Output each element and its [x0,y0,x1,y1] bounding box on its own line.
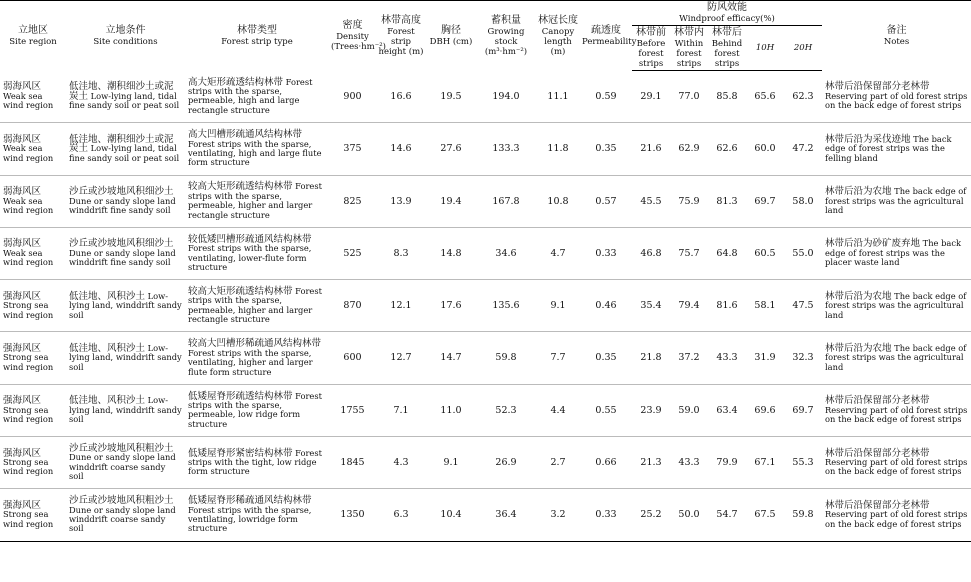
cell-dbh: 19.4 [426,175,476,227]
cell-growing-stock: 59.8 [476,332,536,384]
cell-dbh: 11.0 [426,384,476,436]
cell-growing-stock: 135.6 [476,280,536,332]
header-10h: 10H [746,26,784,71]
cell-10h: 60.0 [746,123,784,175]
cell-density: 375 [329,123,376,175]
cell-within: 50.0 [670,489,708,541]
cell-canopy-length: 4.4 [536,384,580,436]
cell-20h: 58.0 [784,175,822,227]
header-growing-stock: 蓄积量 Growing stock (m³·hm⁻²) [476,1,536,71]
cell-site-region: 强海风区 Strong sea wind region [0,384,66,436]
cell-forest-type: 较高大矩形疏透结构林带 Forest strips with the sparse, permeable, higher and larger rectangle structure [185,175,329,227]
header-behind: 林带后 Behind forest strips [708,26,746,71]
cell-height: 16.6 [376,71,426,123]
cell-growing-stock: 133.3 [476,123,536,175]
cell-behind: 62.6 [708,123,746,175]
cell-behind: 64.8 [708,227,746,279]
cell-notes: 林带后沿保留部分老林带 Reserving part of old forest strips on the back edge of forest strips [822,437,971,489]
cell-site-conditions: 低洼地、风积沙土 Low-lying land, winddrift sandy soil [66,332,185,384]
cell-notes: 林带后沿为采伐迹地 The back edge of forest strips was the felling bland [822,123,971,175]
table-row [0,437,971,489]
cell-site-conditions: 低洼地、潮积细沙土或泥炭土 Low-lying land, tidal fine sandy soil or peat soil [66,123,185,175]
cell-growing-stock: 167.8 [476,175,536,227]
cell-10h: 58.1 [746,280,784,332]
cell-within: 43.3 [670,437,708,489]
cell-forest-type: 低矮屋脊形稀疏通风结构林带 Forest strips with the sparse, ventilating, lowridge form structure [185,489,329,541]
cell-20h: 47.5 [784,280,822,332]
cell-before: 35.4 [632,280,670,332]
cell-site-conditions: 低洼地、风积沙土 Low-lying land, winddrift sandy soil [66,384,185,436]
cell-forest-type: 高大凹槽形疏通风结构林带 Forest strips with the sparse, ventilating, high and large flute form structure [185,123,329,175]
cell-permeability: 0.35 [580,123,632,175]
cell-site-conditions: 沙丘或沙坡地风积粗沙土 Dune or sandy slope land winddrift coarse sandy soil [66,489,185,541]
header-density: 密度 Density (Trees·hm⁻²) [329,1,376,71]
cell-site-region: 弱海风区 Weak sea wind region [0,227,66,279]
cell-permeability: 0.66 [580,437,632,489]
cell-behind: 85.8 [708,71,746,123]
cell-permeability: 0.57 [580,175,632,227]
cell-before: 21.8 [632,332,670,384]
cell-10h: 67.5 [746,489,784,541]
cell-height: 12.7 [376,332,426,384]
cell-density: 1845 [329,437,376,489]
cell-20h: 55.3 [784,437,822,489]
cell-height: 14.6 [376,123,426,175]
cell-canopy-length: 3.2 [536,489,580,541]
cell-permeability: 0.55 [580,384,632,436]
table-row [0,71,971,123]
cell-10h: 69.7 [746,175,784,227]
cell-permeability: 0.33 [580,227,632,279]
cell-site-conditions: 沙丘或沙坡地风积细沙土 Dune or sandy slope land winddrift fine sandy soil [66,227,185,279]
cell-within: 75.7 [670,227,708,279]
cell-forest-type: 高大矩形疏透结构林带 Forest strips with the sparse, permeable, high and large rectangle structure [185,71,329,123]
table-row [0,123,971,175]
cell-canopy-length: 2.7 [536,437,580,489]
header-canopy-length: 林冠长度 Canopy length (m) [536,1,580,71]
cell-10h: 31.9 [746,332,784,384]
cell-before: 21.6 [632,123,670,175]
cell-before: 21.3 [632,437,670,489]
cell-density: 825 [329,175,376,227]
cell-dbh: 10.4 [426,489,476,541]
cell-density: 1755 [329,384,376,436]
cell-growing-stock: 34.6 [476,227,536,279]
cell-notes: 林带后沿为农地 The back edge of forest strips was the agricultural land [822,175,971,227]
cell-site-region: 强海风区 Strong sea wind region [0,332,66,384]
cell-within: 59.0 [670,384,708,436]
cell-within: 75.9 [670,175,708,227]
cell-canopy-length: 11.1 [536,71,580,123]
header-before: 林带前 Before forest strips [632,26,670,71]
header-site-region: 立地区 Site region [0,1,66,71]
cell-before: 25.2 [632,489,670,541]
cell-site-region: 弱海风区 Weak sea wind region [0,123,66,175]
cell-height: 4.3 [376,437,426,489]
cell-behind: 63.4 [708,384,746,436]
cell-behind: 81.3 [708,175,746,227]
cell-site-region: 弱海风区 Weak sea wind region [0,71,66,123]
cell-canopy-length: 4.7 [536,227,580,279]
cell-forest-type: 较高大凹槽形稀疏通风结构林带 Forest strips with the sparse, ventilating, higher and larger flute form structure [185,332,329,384]
cell-forest-type: 低矮屋脊形疏透结构林带 Forest strips with the sparse, permeable, low ridge form structure [185,384,329,436]
cell-notes: 林带后沿为砂矿废弃地 The back edge of forest strips was the placer waste land [822,227,971,279]
cell-canopy-length: 7.7 [536,332,580,384]
cell-canopy-length: 11.8 [536,123,580,175]
cell-behind: 43.3 [708,332,746,384]
cell-behind: 79.9 [708,437,746,489]
cell-before: 23.9 [632,384,670,436]
header-within: 林带内 Within forest strips [670,26,708,71]
cell-20h: 47.2 [784,123,822,175]
cell-site-region: 强海风区 Strong sea wind region [0,489,66,541]
cell-10h: 65.6 [746,71,784,123]
cell-site-conditions: 沙丘或沙坡地风积细沙土 Dune or sandy slope land winddrift fine sandy soil [66,175,185,227]
cell-canopy-length: 10.8 [536,175,580,227]
table-header [0,1,971,71]
table-row [0,175,971,227]
cell-height: 13.9 [376,175,426,227]
cell-site-region: 强海风区 Strong sea wind region [0,280,66,332]
cell-20h: 62.3 [784,71,822,123]
cell-permeability: 0.33 [580,489,632,541]
header-windproof-efficacy: 防风效能 Windproof efficacy(%) [632,1,822,26]
cell-dbh: 17.6 [426,280,476,332]
header-height: 林带高度 Forest strip height (m) [376,1,426,71]
table-row [0,384,971,436]
cell-site-conditions: 低洼地、风积沙土 Low-lying land, winddrift sandy soil [66,280,185,332]
cell-dbh: 14.7 [426,332,476,384]
cell-height: 8.3 [376,227,426,279]
cell-height: 6.3 [376,489,426,541]
header-20h: 20H [784,26,822,71]
cell-20h: 69.7 [784,384,822,436]
cell-height: 12.1 [376,280,426,332]
header-notes: 备注 Notes [822,1,971,71]
cell-forest-type: 较高大矩形疏透结构林带 Forest strips with the sparse, permeable, higher and larger rectangle structure [185,280,329,332]
cell-before: 46.8 [632,227,670,279]
cell-notes: 林带后沿保留部分老林带 Reserving part of old forest strips on the back edge of forest strips [822,71,971,123]
cell-growing-stock: 194.0 [476,71,536,123]
table-row [0,332,971,384]
cell-canopy-length: 9.1 [536,280,580,332]
cell-growing-stock: 52.3 [476,384,536,436]
cell-forest-type: 较低矮凹槽形疏通风结构林带 Forest strips with the sparse, ventilating, lower-flute form structure [185,227,329,279]
cell-growing-stock: 36.4 [476,489,536,541]
header-forest-type: 林带类型 Forest strip type [185,1,329,71]
cell-density: 525 [329,227,376,279]
header-dbh: 胸径 DBH (cm) [426,1,476,71]
cell-density: 1350 [329,489,376,541]
header-permeability: 疏透度 Permeability [580,1,632,71]
cell-permeability: 0.35 [580,332,632,384]
cell-behind: 81.6 [708,280,746,332]
cell-permeability: 0.59 [580,71,632,123]
cell-notes: 林带后沿保留部分老林带 Reserving part of old forest strips on the back edge of forest strips [822,384,971,436]
cell-notes: 林带后沿保留部分老林带 Reserving part of old forest strips on the back edge of forest strips [822,489,971,541]
cell-density: 600 [329,332,376,384]
cell-before: 45.5 [632,175,670,227]
cell-dbh: 27.6 [426,123,476,175]
cell-forest-type: 低矮屋脊形紧密结构林带 Forest strips with the tight, low ridge form structure [185,437,329,489]
cell-20h: 32.3 [784,332,822,384]
cell-10h: 69.6 [746,384,784,436]
cell-within: 62.9 [670,123,708,175]
header-site-conditions: 立地条件 Site conditions [66,1,185,71]
table-row [0,280,971,332]
cell-behind: 54.7 [708,489,746,541]
table-body [0,71,971,542]
cell-within: 37.2 [670,332,708,384]
cell-20h: 55.0 [784,227,822,279]
cell-density: 900 [329,71,376,123]
cell-before: 29.1 [632,71,670,123]
cell-dbh: 19.5 [426,71,476,123]
cell-10h: 60.5 [746,227,784,279]
cell-notes: 林带后沿为农地 The back edge of forest strips was the agricultural land [822,332,971,384]
cell-dbh: 14.8 [426,227,476,279]
cell-height: 7.1 [376,384,426,436]
cell-site-conditions: 沙丘或沙坡地风积粗沙土 Dune or sandy slope land winddrift coarse sandy soil [66,437,185,489]
cell-within: 79.4 [670,280,708,332]
cell-site-region: 强海风区 Strong sea wind region [0,437,66,489]
cell-site-conditions: 低洼地、潮积细沙土或泥炭土 Low-lying land, tidal fine sandy soil or peat soil [66,71,185,123]
table-row [0,489,971,541]
cell-notes: 林带后沿为农地 The back edge of forest strips was the agricultural land [822,280,971,332]
cell-10h: 67.1 [746,437,784,489]
cell-site-region: 弱海风区 Weak sea wind region [0,175,66,227]
cell-20h: 59.8 [784,489,822,541]
cell-dbh: 9.1 [426,437,476,489]
cell-within: 77.0 [670,71,708,123]
cell-density: 870 [329,280,376,332]
cell-growing-stock: 26.9 [476,437,536,489]
table-row [0,227,971,279]
cell-permeability: 0.46 [580,280,632,332]
